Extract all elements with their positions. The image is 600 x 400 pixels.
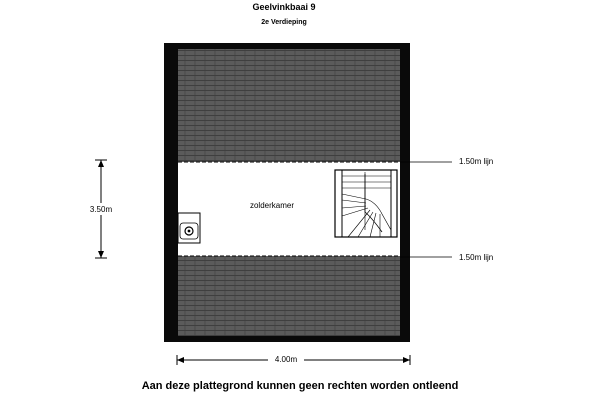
roof-area-top (178, 49, 400, 162)
floor-subtitle: 2e Verdieping (261, 19, 307, 26)
dimension-width (177, 354, 410, 365)
width-label: 4.00m (274, 355, 298, 364)
room-label: zolderkamer (249, 201, 295, 210)
dimension-arrow-icon (177, 357, 184, 363)
height-label: 3.50m (89, 205, 113, 214)
staircase-icon (335, 170, 397, 237)
dimension-arrow-icon (98, 160, 104, 167)
dimension-arrow-icon (403, 357, 410, 363)
dimension-height (80, 160, 118, 258)
disclaimer-text: Aan deze plattegrond kunnen geen rechten worden ontleend (141, 380, 459, 392)
page-title: Geelvinkbaai 9 (252, 2, 316, 12)
line-label-bottom: 1.50m lijn (459, 253, 494, 262)
washing-machine-icon (178, 213, 200, 243)
dimension-arrow-icon (98, 251, 104, 258)
roof-area-bottom (178, 256, 400, 336)
line-label-top: 1.50m lijn (459, 157, 494, 166)
